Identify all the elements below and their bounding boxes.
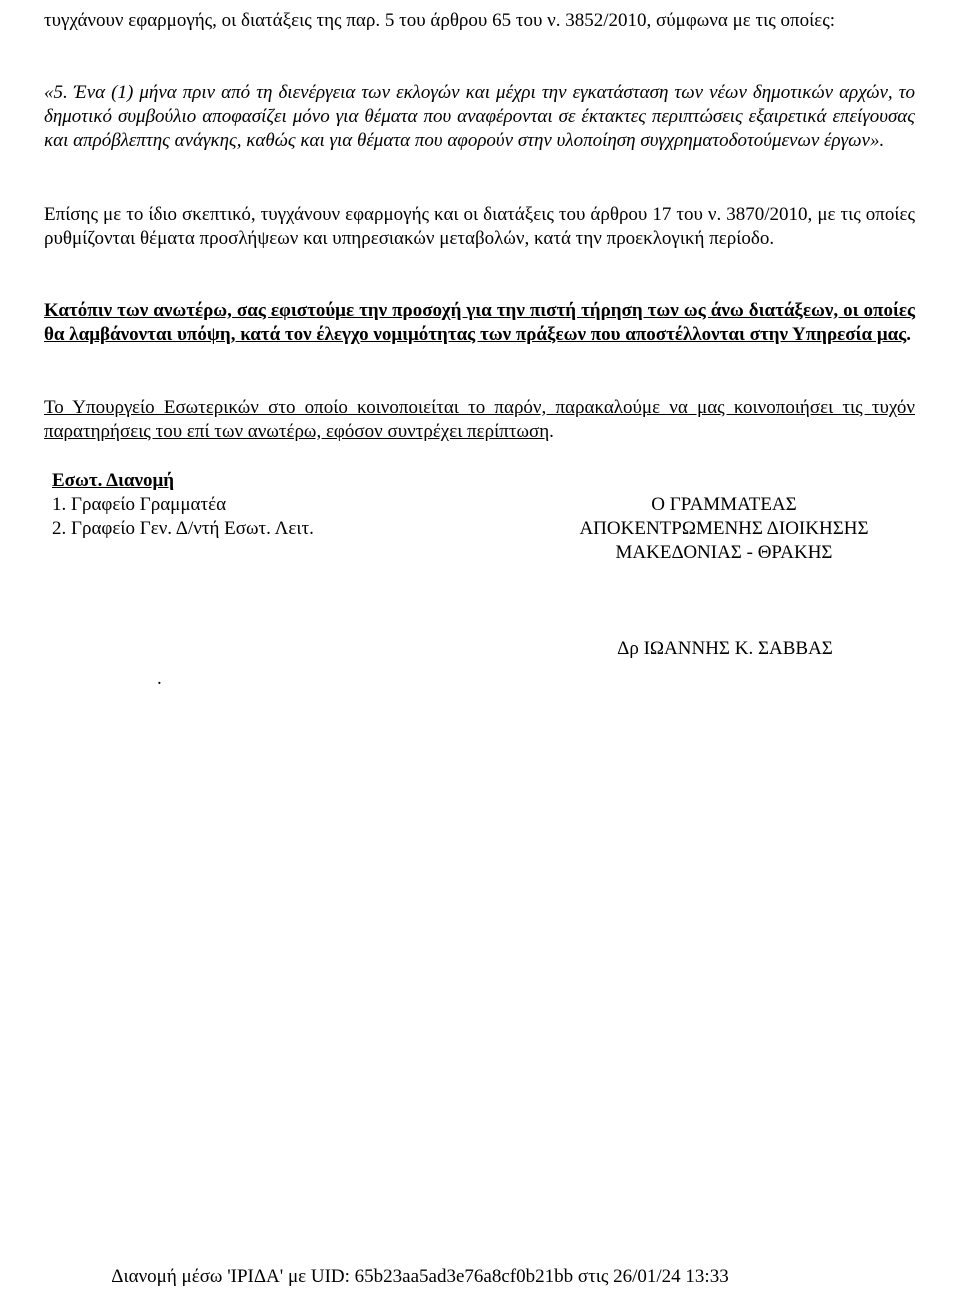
intro-paragraph: τυγχάνουν εφαρμογής, οι διατάξεις της παρ. 5 του άρθρου 65 του ν. 3852/2010, σύμφωνα με τις οποίες: [44,10,836,31]
notice-paragraph [44,299,915,347]
signature-title-line: ΑΠΟΚΕΝΤΡΩΜΕΝΗΣ ΔΙΟΙΚΗΣΗΣ [579,518,869,539]
notice-end: . [906,324,911,345]
internal-distribution [52,469,472,541]
distribution-footer: Διανομή μέσω 'ΙΡΙΔΑ' με UID: 65b23aa5ad3e76a8cf0b21bb στις 26/01/24 13:33 [111,1266,729,1287]
signature-block [524,493,924,565]
signature-title-line: ΜΑΚΕΔΟΝΙΑΣ - ΘΡΑΚΗΣ [615,542,833,563]
distribution-item: 2. Γραφείο Γεν. Δ/ντή Εσωτ. Λειτ. [52,518,314,539]
stray-dot: . [157,668,162,689]
signature-title-line: Ο ΓΡΑΜΜΑΤΕΑΣ [651,494,797,515]
distribution-item: 1. Γραφείο Γραμματέα [52,494,227,515]
notice-text: Κατόπιν των ανωτέρω, σας εφιστούμε την προσοχή για την πιστή τήρηση των ως άνω διατάξεων, οι οποίες θα λαμβάνονται υπόψη, κατά τον έλεγχο νομιμότητας των πράξεων που αποστέλλονται στην Υπηρεσία μας [44,300,915,345]
signer-name: Δρ ΙΩΑΝΝΗΣ Κ. ΣΑΒΒΑΣ [617,638,833,659]
distribution-title: Εσωτ. Διανομή [52,470,175,491]
ministry-end: . [549,421,554,442]
quoted-law-paragraph: «5. Ένα (1) μήνα πριν από τη διενέργεια των εκλογών και μέχρι την εγκατάσταση των νέων δημοτικών αρχών, το δημοτικό συμβούλιο αποφασίζει μόνο για θέματα που αναφέρονται σε έκτακτες περιπτώσεις εξαιρετικά επείγουσας και απρόβλεπτης ανάγκης, καθώς και για θέματα που αφορούν στην υλοποίηση συγχρηματοδοτούμενων έργων». [44,82,915,151]
also-paragraph: Επίσης με το ίδιο σκεπτικό, τυγχάνουν εφαρμογής και οι διατάξεις του άρθρου 17 του ν. 3870/2010, με τις οποίες ρυθμίζονται θέματα προσλήψεων και υπηρεσιακών μεταβολών, κατά την προεκλογική περίοδο. [44,204,915,249]
ministry-text: Το Υπουργείο Εσωτερικών στο οποίο κοινοποιείται το παρόν, παρακαλούμε να μας κοινοποιήσει τις τυχόν παρατηρήσεις του επί των ανωτέρω, εφόσον συντρέχει περίπτωση [44,397,915,442]
ministry-paragraph [44,396,915,444]
